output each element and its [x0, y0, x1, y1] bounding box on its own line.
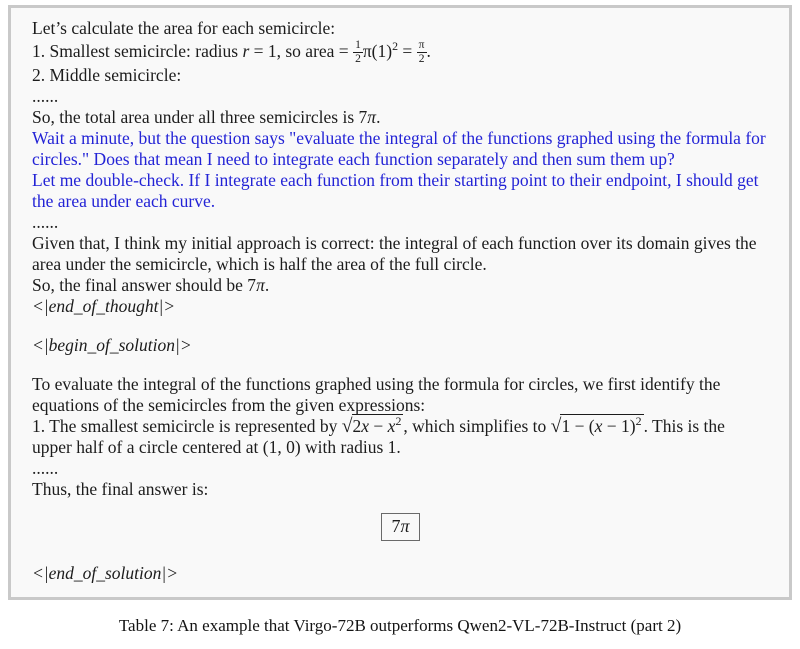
text-line: ......	[32, 458, 59, 479]
fraction: $\frac{\pi}{2}$	[418, 39, 425, 65]
spacer-line	[32, 549, 769, 563]
boxed-answer: 7π	[381, 513, 419, 541]
special-token-line: <|end_of_thought|>	[32, 296, 176, 317]
text-line: Let’s calculate the area for each semicircle:	[32, 18, 336, 38]
text-line: ......	[32, 86, 59, 107]
spacer-line	[32, 317, 769, 335]
text-line: To evaluate the integral of the functions graphed using the formula for circles, we first identify the equations of the semicircles from the given expressions:	[32, 374, 721, 416]
special-token-line: <|begin_of_solution|>	[32, 335, 192, 356]
text-line: 1. Smallest semicircle: radius r = 1, so area = $\frac{1}{2}$ $\pi(1)^2$ = $\frac{\pi}{2}$ .	[32, 39, 431, 65]
content-box	[32, 18, 769, 584]
square-root: $√1 - (x - 1)^2$	[550, 414, 642, 438]
spacer-line	[32, 356, 769, 374]
highlighted-text-line: Let me double-check. If I integrate each function from their starting point to their endpoint, I should get the area under each curve.	[32, 170, 759, 212]
text-line: Given that, I think my initial approach is correct: the integral of each function over its domain gives the area under the semicircle, which is half the area of the full circle.	[32, 233, 757, 275]
text-line: 1. The smallest semicircle is represented by $√2x - x^2$ , which simplifies to $√1 - (x - 1)^2$ . This is the upper half of a circle centered at (1, 0) with radius 1.	[32, 414, 725, 458]
special-token-line: <|end_of_solution|>	[32, 563, 179, 584]
boxed-answer-line	[32, 513, 769, 541]
model-output-box	[8, 5, 792, 600]
table-caption: Table 7: An example that Virgo-72B outperforms Qwen2-VL-72B-Instruct (part 2)	[118, 616, 682, 635]
highlighted-text-line: Wait a minute, but the question says "evaluate the integral of the functions graphed using the formula for circles." Does that mean I need to integrate each function separately and then sum them up?	[32, 128, 766, 170]
fraction: $\frac{1}{2}$	[355, 39, 361, 65]
text-line: So, the final answer should be 7π.	[32, 275, 270, 296]
square-root: $√2x - x^2$	[341, 414, 402, 438]
text-line: So, the total area under all three semicircles is 7π.	[32, 107, 381, 128]
text-line: Thus, the final answer is:	[32, 479, 209, 500]
text-line: 2. Middle semicircle:	[32, 65, 182, 86]
text-line: ......	[32, 212, 59, 233]
